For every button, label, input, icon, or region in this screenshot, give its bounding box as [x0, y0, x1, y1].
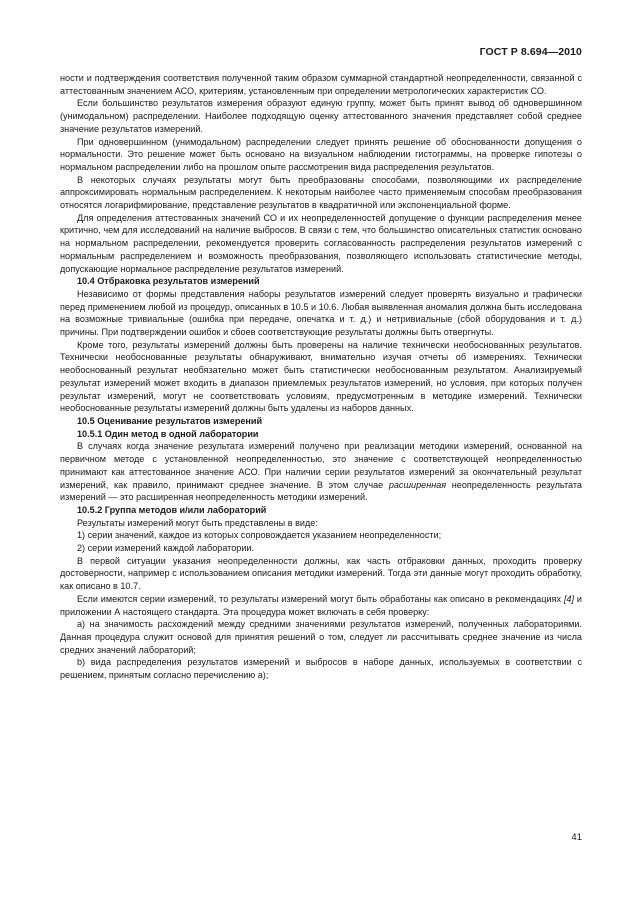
subsection-heading: 10.5.2 Группа методов и/или лабораторий — [77, 504, 267, 515]
list-item: а) на значимость расхождений между средними значениями результатов измерений, полученных лабораториями. Данная процедура служит основой для принятия решений о том, следует ли рассчитывать среднее значение из числа средних значений лабораторий; — [60, 619, 582, 655]
paragraph: Для определения аттестованных значений СО и их неопределенностей допущение о функции распределения менее критично, чем для исследований на наличие выбросов. В связи с тем, что большинство описательных статистик основано на нормальном распределении, рекомендуется проверить согласованность распределения результатов измерений с нормальным распределением и возможность преобразования, позволяющего использовать статистические методы, допускающие нормальное распределение результатов измерений. — [60, 212, 582, 274]
list-item: b) вида распределения результатов измерений и выбросов в наборе данных, используемых в соответствии с решением, принятым согласно перечислению а); — [60, 657, 582, 681]
paragraph: При одновершинном (унимодальном) распределении следует принять решение об обоснованности допущения о нормальности. Это решение может быть основано на визуальном наблюдении гистограммы, на проверке гипотезы о нормальном распределении либо на прошлом опыте рассмотрения вида распределения результатов. — [60, 136, 582, 172]
italic-term: расширенная — [388, 479, 447, 490]
paragraph: ности и подтверждения соответствия полученной таким образом суммарной стандартной неопределенности, связанной с аттестованным значением АСО, критериям, установленным при определении метрологических характеристик СО. — [60, 73, 582, 96]
paragraph: Если большинство результатов измерения образуют единую группу, может быть принят вывод об одновершинном (унимодальном) распределении. Наиболее подходящую оценку аттестованного значения представляет собой среднее значение результатов измерений. — [60, 98, 582, 134]
paragraph: Результаты измерений могут быть представлены в виде: — [77, 517, 318, 528]
reference-citation: [4] — [563, 593, 575, 604]
paragraph: В первой ситуации указания неопределенности должны, как часть отбраковки данных, проходить проверку достоверности, например с использованием описания методики измерений. Тогда эти данные могут проходить обработку, как описано в 10.7. — [60, 555, 582, 592]
text-run: неопределенность результата измерений — это расширенная неопределенность методики измерений. — [60, 479, 582, 503]
paragraph: В некоторых случаях результаты могут быть преобразованы способами, позволяющими их распределение аппроксимировать нормальным распределением. К некоторым наиболее часто применяемым способам преобразования относятся логарифмирование, представление результатов в квадратичной или экспоненциальной форме. — [60, 174, 582, 211]
subsection-heading: 10.5.1 Один метод в одной лаборатории — [77, 428, 259, 439]
list-item: 1) серии значений, каждое из которых сопровождается указанием неопределенности; — [77, 530, 442, 541]
standard-designation: ГОСТ Р 8.694—2010 — [479, 46, 582, 58]
list-item: 2) серии измерений каждой лаборатории. — [77, 543, 255, 554]
paragraph — [60, 593, 582, 618]
document-body — [60, 72, 582, 682]
section-heading: 10.5 Оценивание результатов измерений — [77, 415, 263, 426]
text-run: В случаях когда значение результата измерений получено при реализации методики измерений, основанной на первичном методе с установленной неопределенностью, это значение с соответствующей неопределенностью принимают как аттестованное значение АСО. При наличии серии результатов измерений за окончательный результат измерений, как правило, принимают среднее значение. В этом случае — [60, 441, 582, 490]
paragraph — [60, 440, 582, 504]
page-number: 41 — [571, 832, 582, 843]
paragraph: Независимо от формы представления наборы результатов измерений следует проверять визуально и графически перед применением любой из процедур, описанных в 10.5 и 10.6. Любая выявленная аномалия должна быть исследована на возможные тривиальные (ошибка при передаче, опечатка и т. д.) и нетривиальные (сбой оборудования и т. д.) причины. При подтверждении ошибок и сбоев соответствующие результаты должны быть отвергнуты. — [60, 288, 582, 338]
text-run: и приложении А настоящего стандарта. Эта процедура может включать в себя проверку: — [60, 593, 583, 617]
section-heading: 10.4 Отбраковка результатов измерений — [77, 276, 260, 287]
text-run: Если имеются серии измерений, то результаты измерений могут быть обработаны как описано в рекомендациях — [77, 593, 562, 604]
paragraph: Кроме того, результаты измерений должны быть проверены на наличие технически необоснованных результатов. Технически необоснованные результаты обнаруживают, внимательно изучая отчеты об измерениях. Технически необоснованный результат необязательно может быть статистически необоснованным результатом. Анализируемый результат измерений может входить в диапазон приемлемых результатов измерений, но условия, при которых получен результат измерений, могут не соответствовать условиям, предусмотренным в методике измерений. Технически необоснованные результаты измерений должны быть удалены из наборов данных. — [60, 339, 582, 414]
